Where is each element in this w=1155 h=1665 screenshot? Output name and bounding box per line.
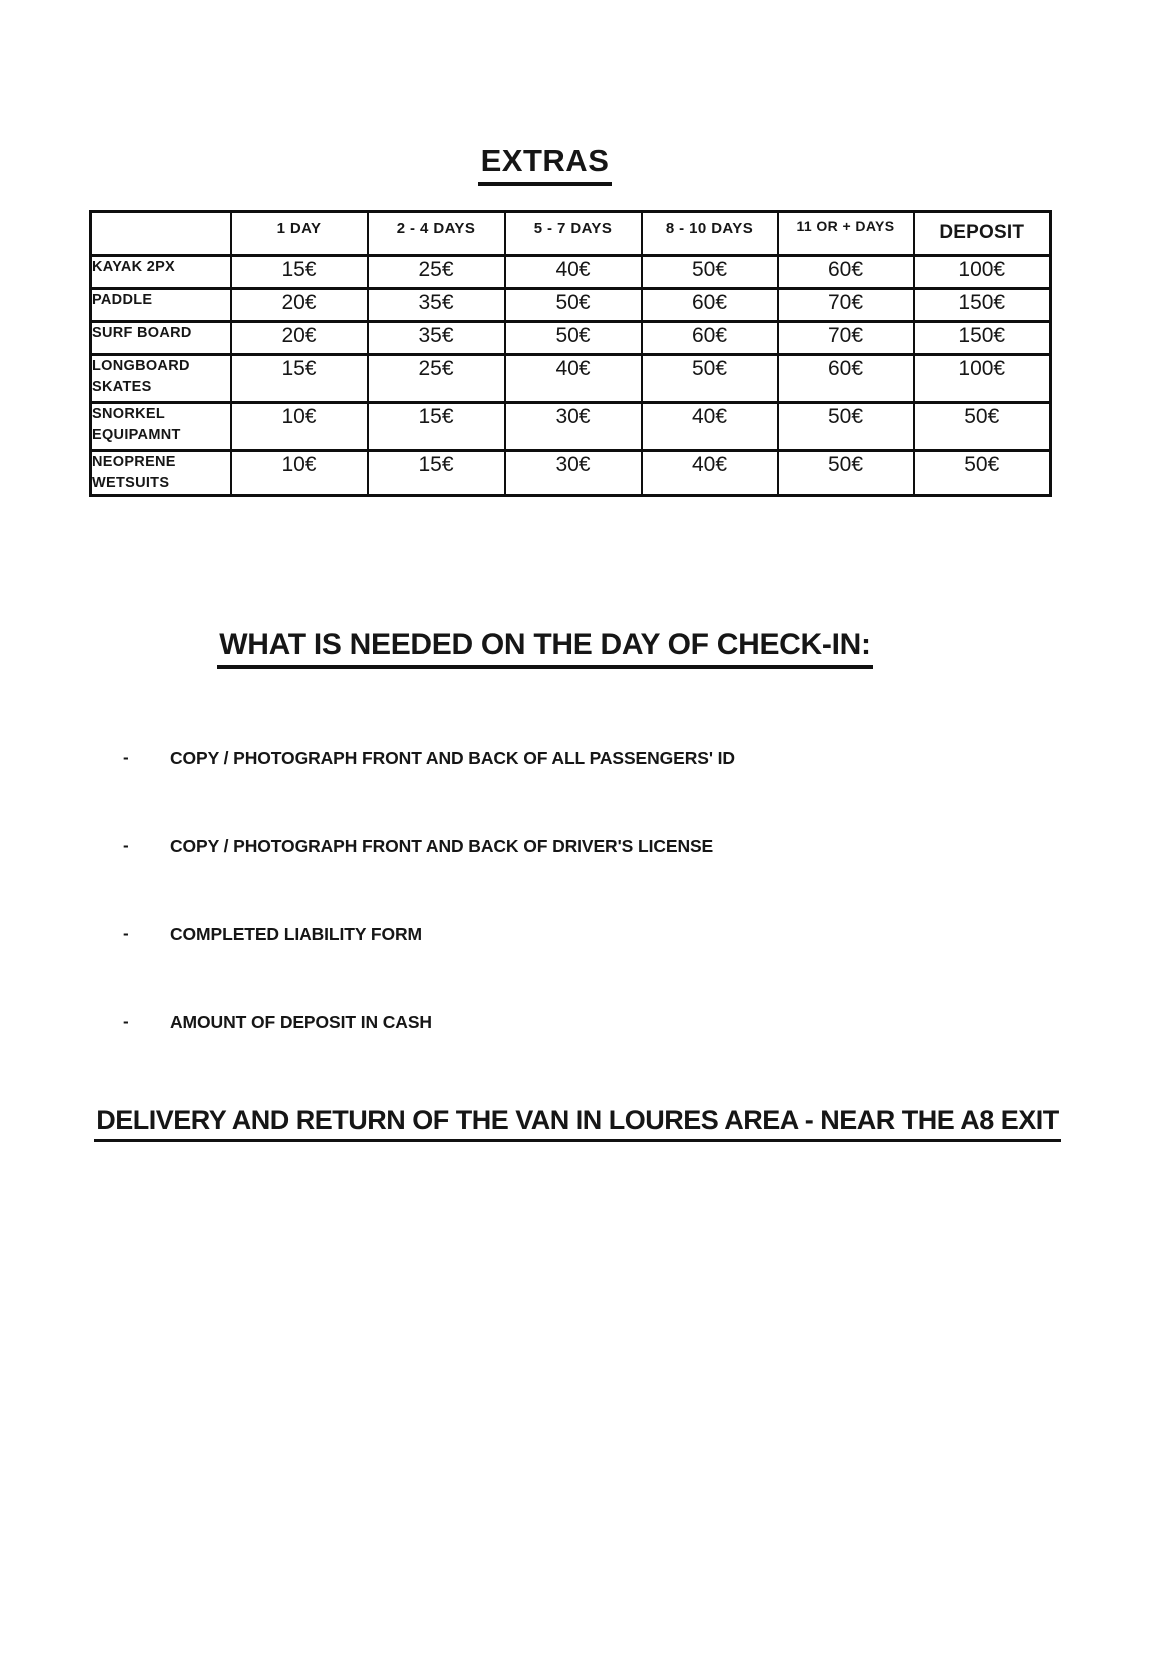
list-item: [123, 1012, 735, 1036]
price-cell: 25€: [368, 355, 505, 403]
page-title-container: [0, 143, 1090, 186]
list-item-text: COMPLETED LIABILITY FORM: [170, 924, 422, 944]
price-cell: 15€: [231, 256, 368, 289]
price-cell: 15€: [368, 403, 505, 451]
column-header-item: [91, 212, 231, 256]
price-cell: 20€: [231, 322, 368, 355]
price-cell: 35€: [368, 322, 505, 355]
extras-price-table: [89, 210, 1052, 497]
price-cell: 70€: [778, 322, 914, 355]
checkin-heading: WHAT IS NEEDED ON THE DAY OF CHECK-IN:: [217, 628, 872, 669]
price-cell: 15€: [368, 451, 505, 496]
price-cell: 60€: [778, 256, 914, 289]
checkin-heading-container: [0, 628, 1090, 669]
price-cell: 60€: [642, 289, 778, 322]
delivery-note-container: [0, 1106, 1155, 1142]
list-item: [123, 924, 735, 948]
list-item: [123, 836, 735, 860]
row-label: KAYAK 2PX: [91, 256, 231, 289]
list-item-text: COPY / PHOTOGRAPH FRONT AND BACK OF ALL PASSENGERS' ID: [170, 748, 735, 768]
row-label: LONGBOARD SKATES: [91, 355, 231, 403]
price-cell: 50€: [642, 355, 778, 403]
row-label: SNORKEL EQUIPAMNT: [91, 403, 231, 451]
price-cell: 50€: [778, 403, 914, 451]
deposit-cell: 150€: [914, 289, 1051, 322]
price-cell: 10€: [231, 451, 368, 496]
list-item-text: AMOUNT OF DEPOSIT IN CASH: [170, 1012, 432, 1032]
price-cell: 20€: [231, 289, 368, 322]
price-cell: 30€: [505, 451, 642, 496]
deposit-cell: 50€: [914, 451, 1051, 496]
column-header-1-day: 1 DAY: [231, 212, 368, 256]
price-cell: 60€: [642, 322, 778, 355]
table-row-paddle: [91, 289, 1051, 322]
list-item-text: COPY / PHOTOGRAPH FRONT AND BACK OF DRIVER'S LICENSE: [170, 836, 714, 856]
checkin-requirements-list: [123, 748, 735, 1100]
dash-bullet: -: [123, 924, 129, 943]
row-label: SURF BOARD: [91, 322, 231, 355]
price-cell: 25€: [368, 256, 505, 289]
table-row-kayak: [91, 256, 1051, 289]
row-label: NEOPRENE WETSUITS: [91, 451, 231, 496]
table-header-row: [91, 212, 1051, 256]
dash-bullet: -: [123, 748, 129, 767]
price-cell: 10€: [231, 403, 368, 451]
deposit-cell: 100€: [914, 355, 1051, 403]
column-header-11-or-more-days: 11 OR + DAYS: [778, 212, 914, 256]
dash-bullet: -: [123, 836, 129, 855]
deposit-cell: 100€: [914, 256, 1051, 289]
price-cell: 35€: [368, 289, 505, 322]
delivery-note: DELIVERY AND RETURN OF THE VAN IN LOURES AREA - NEAR THE A8 EXIT: [94, 1106, 1061, 1142]
price-cell: 40€: [505, 355, 642, 403]
price-cell: 40€: [642, 451, 778, 496]
row-label: PADDLE: [91, 289, 231, 322]
dash-bullet: -: [123, 1012, 129, 1031]
price-cell: 50€: [505, 322, 642, 355]
column-header-8-10-days: 8 - 10 DAYS: [642, 212, 778, 256]
column-header-deposit: DEPOSIT: [914, 212, 1051, 256]
price-cell: 50€: [642, 256, 778, 289]
price-cell: 70€: [778, 289, 914, 322]
table-row-longboard-skates: [91, 355, 1051, 403]
table-row-surf-board: [91, 322, 1051, 355]
price-cell: 30€: [505, 403, 642, 451]
deposit-cell: 150€: [914, 322, 1051, 355]
price-cell: 50€: [778, 451, 914, 496]
table-row-snorkel-equipment: [91, 403, 1051, 451]
price-cell: 40€: [505, 256, 642, 289]
price-cell: 60€: [778, 355, 914, 403]
deposit-cell: 50€: [914, 403, 1051, 451]
price-cell: 50€: [505, 289, 642, 322]
page-title: EXTRAS: [478, 143, 613, 186]
column-header-5-7-days: 5 - 7 DAYS: [505, 212, 642, 256]
price-cell: 15€: [231, 355, 368, 403]
price-cell: 40€: [642, 403, 778, 451]
list-item: [123, 748, 735, 772]
column-header-2-4-days: 2 - 4 DAYS: [368, 212, 505, 256]
table-row-neoprene-wetsuits: [91, 451, 1051, 496]
